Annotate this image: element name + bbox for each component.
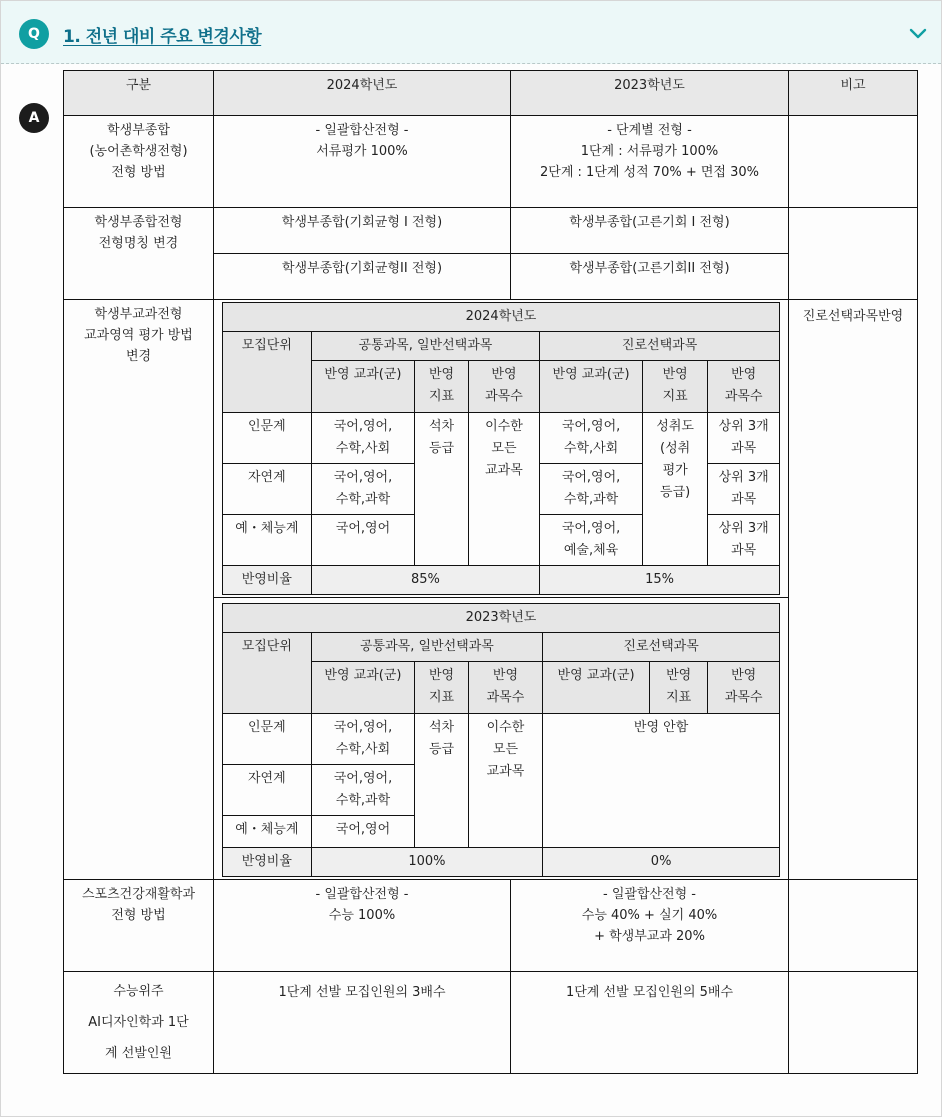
text: 반영 [731, 367, 757, 382]
text: 수학,과학 [563, 492, 619, 507]
cell-2023: 학생부종합(고른기회II 전형) [511, 254, 789, 300]
career-none-cell: 반영 안함 [543, 714, 780, 848]
cell-note [789, 208, 918, 300]
subjects-cell [311, 515, 415, 566]
text: 국어,영어, [561, 470, 621, 485]
cell-line: - 일괄합산전형 - [315, 123, 409, 138]
subtable-2023 [222, 603, 780, 877]
ratio-label: 반영비율 [223, 566, 312, 595]
row-label [64, 300, 214, 880]
header-2024: 2024학년도 [214, 71, 511, 116]
label-line: 학생부종합 [107, 123, 170, 138]
subtable-title: 2023학년도 [223, 604, 780, 633]
row-label [64, 208, 214, 300]
index-cell [415, 714, 468, 848]
col-unit: 모집단위 [223, 332, 312, 413]
label-line: 전형 방법 [111, 908, 166, 923]
question-title-link[interactable]: 1. 전년 대비 주요 변경사항 [63, 27, 262, 47]
cell-2023: 학생부종합(고른기회 I 전형) [511, 208, 789, 254]
text: 수학,과학 [335, 492, 391, 507]
unit-cell: 인문계 [223, 413, 312, 464]
text: 지표 [428, 389, 455, 404]
row-label [64, 116, 214, 208]
cell-note [789, 116, 918, 208]
table-header-row [64, 71, 918, 116]
text: 수학,사회 [335, 441, 391, 456]
cell-2024: 학생부종합(기회균형II 전형) [214, 254, 511, 300]
label-line: 변경 [125, 349, 152, 364]
col-subjects: 반영 교과(군) [311, 361, 415, 413]
count-cell [708, 413, 780, 464]
text: 국어,영어, [333, 771, 393, 786]
cell-2023 [511, 880, 789, 972]
col-index [649, 662, 707, 714]
text: 평가 [662, 463, 688, 478]
label-line: 계 선발인원 [105, 1046, 172, 1061]
cell-line: 2단계 : 1단계 성적 70% + 면접 30% [540, 165, 759, 180]
subjects-cell [540, 464, 643, 515]
text: 과목 [731, 543, 757, 558]
index-cell [415, 413, 468, 566]
text: 국어,영어 [335, 822, 391, 837]
col-index [415, 662, 468, 714]
text: 과목수 [485, 389, 523, 404]
index-cell [642, 413, 707, 566]
unit-cell: 예・체능계 [223, 515, 312, 566]
text: 등급 [428, 742, 455, 757]
count-cell [708, 464, 780, 515]
text: 석차 [428, 720, 455, 735]
subjects-cell [540, 515, 643, 566]
group-career: 진로선택과목 [540, 332, 780, 361]
label-line: 스포츠건강재활학과 [81, 887, 196, 902]
cell-line: 서류평가 100% [316, 144, 408, 159]
text: 국어,영어, [333, 470, 393, 485]
label-line: 교과영역 평가 방법 [84, 328, 193, 343]
group-career: 진로선택과목 [543, 633, 780, 662]
label-line: 학생부교과전형 [94, 307, 183, 322]
cell-2024 [214, 880, 511, 972]
text: 국어,영어 [335, 521, 391, 536]
text: 상위 3개 [718, 470, 769, 485]
count-cell [468, 413, 540, 566]
text: 국어,영어, [333, 419, 393, 434]
cell-2024 [214, 116, 511, 208]
unit-cell: 자연계 [223, 464, 312, 515]
text: 반영 [428, 367, 455, 382]
subjects-cell [311, 816, 415, 848]
header-note: 비고 [789, 71, 918, 116]
table-row [64, 972, 918, 1074]
table-row [64, 300, 918, 880]
unit-cell: 자연계 [223, 765, 312, 816]
chevron-down-icon[interactable] [907, 23, 929, 43]
text: 이수한 [486, 720, 525, 735]
text: 지표 [428, 690, 455, 705]
table-row [64, 880, 918, 972]
col-index [642, 361, 707, 413]
text: 반영 [492, 668, 519, 683]
text: 국어,영어, [561, 419, 621, 434]
col-index [415, 361, 468, 413]
cell-2023 [511, 116, 789, 208]
count-cell [468, 714, 543, 848]
col-subjects: 반영 교과(군) [543, 662, 650, 714]
label-line: 학생부종합전형 [94, 215, 183, 230]
cell-line: - 일괄합산전형 - [603, 887, 696, 902]
text: 수학,과학 [335, 793, 391, 808]
ratio-career: 15% [540, 566, 780, 595]
col-subjects: 반영 교과(군) [540, 361, 643, 413]
label-line: 전형명칭 변경 [98, 236, 179, 251]
unit-cell: 예・체능계 [223, 816, 312, 848]
col-count [468, 361, 540, 413]
question-badge: Q [19, 19, 49, 49]
subjects-cell [311, 765, 415, 816]
text: 과목수 [486, 690, 525, 705]
text: 석차 [428, 419, 455, 434]
text: 모든 [492, 742, 519, 757]
text: 반영 [666, 668, 692, 683]
faq-question-header[interactable] [1, 0, 941, 64]
ratio-label: 반영비율 [223, 848, 312, 877]
text: 반영 [428, 668, 455, 683]
subtable-2024 [222, 302, 780, 595]
row-label [64, 972, 214, 1074]
label-line: 수능위주 [113, 984, 164, 999]
cell-2024: 1단계 선발 모집인원의 3배수 [214, 972, 511, 1074]
ratio-common: 100% [311, 848, 543, 877]
text: 수학,사회 [563, 441, 619, 456]
text: 지표 [666, 690, 692, 705]
group-common: 공통과목, 일반선택과목 [311, 633, 543, 662]
text: 등급 [428, 441, 455, 456]
changes-table [63, 70, 918, 1074]
text: 교과목 [486, 764, 525, 779]
label-line: AI디자인학과 1단 [88, 1015, 189, 1030]
cell-note [789, 972, 918, 1074]
cell-line: - 단계별 전형 - [607, 123, 692, 138]
col-unit: 모집단위 [223, 633, 312, 714]
table-row [64, 208, 918, 254]
text: (성취 [660, 441, 691, 456]
text: 상위 3개 [718, 521, 769, 536]
ratio-common: 85% [311, 566, 540, 595]
col-count [468, 662, 543, 714]
text: 과목 [731, 441, 757, 456]
col-count [708, 361, 780, 413]
subjects-cell [540, 413, 643, 464]
cell-note: 진로선택과목반영 [789, 300, 918, 880]
answer-badge: A [19, 103, 49, 133]
text: 상위 3개 [718, 419, 769, 434]
subjects-cell [311, 714, 415, 765]
cell-2024: 학생부종합(기회균형 I 전형) [214, 208, 511, 254]
header-category: 구분 [64, 71, 214, 116]
text: 교과목 [485, 463, 523, 478]
text: 반영 [491, 367, 517, 382]
cell-line: 1단계 : 서류평가 100% [580, 144, 719, 159]
count-cell [708, 515, 780, 566]
table-row [64, 116, 918, 208]
text: 국어,영어, [561, 521, 621, 536]
col-subjects: 반영 교과(군) [311, 662, 415, 714]
text: 지표 [662, 389, 688, 404]
text: 등급) [660, 485, 691, 500]
subjects-cell [311, 413, 415, 464]
text: 국어,영어, [333, 720, 393, 735]
header-2023: 2023학년도 [511, 71, 789, 116]
label-line: 전형 방법 [111, 165, 166, 180]
row-label [64, 880, 214, 972]
unit-cell: 인문계 [223, 714, 312, 765]
cell-line: - 일괄합산전형 - [315, 887, 409, 902]
text: 반영 [662, 367, 688, 382]
label-line: (농어촌학생전형) [89, 144, 188, 159]
subjects-cell [311, 464, 415, 515]
subtable-title: 2024학년도 [223, 303, 780, 332]
text: 수학,사회 [335, 742, 391, 757]
text: 예술,체육 [563, 543, 619, 558]
cell-line: 수능 40% + 실기 40% [581, 908, 718, 923]
ratio-career: 0% [543, 848, 780, 877]
cell-note [789, 880, 918, 972]
text: 과목 [731, 492, 757, 507]
subject-evaluation-tables [214, 300, 789, 880]
text: 성취도 [656, 419, 694, 434]
text: 반영 [731, 668, 757, 683]
text: 이수한 [485, 419, 523, 434]
group-common: 공통과목, 일반선택과목 [311, 332, 540, 361]
col-count [708, 662, 780, 714]
text: 모든 [491, 441, 517, 456]
cell-2023: 1단계 선발 모집인원의 5배수 [511, 972, 789, 1074]
cell-line: 수능 100% [328, 908, 396, 923]
text: 과목수 [724, 389, 763, 404]
cell-line: + 학생부교과 20% [594, 929, 705, 944]
text: 과목수 [724, 690, 763, 705]
